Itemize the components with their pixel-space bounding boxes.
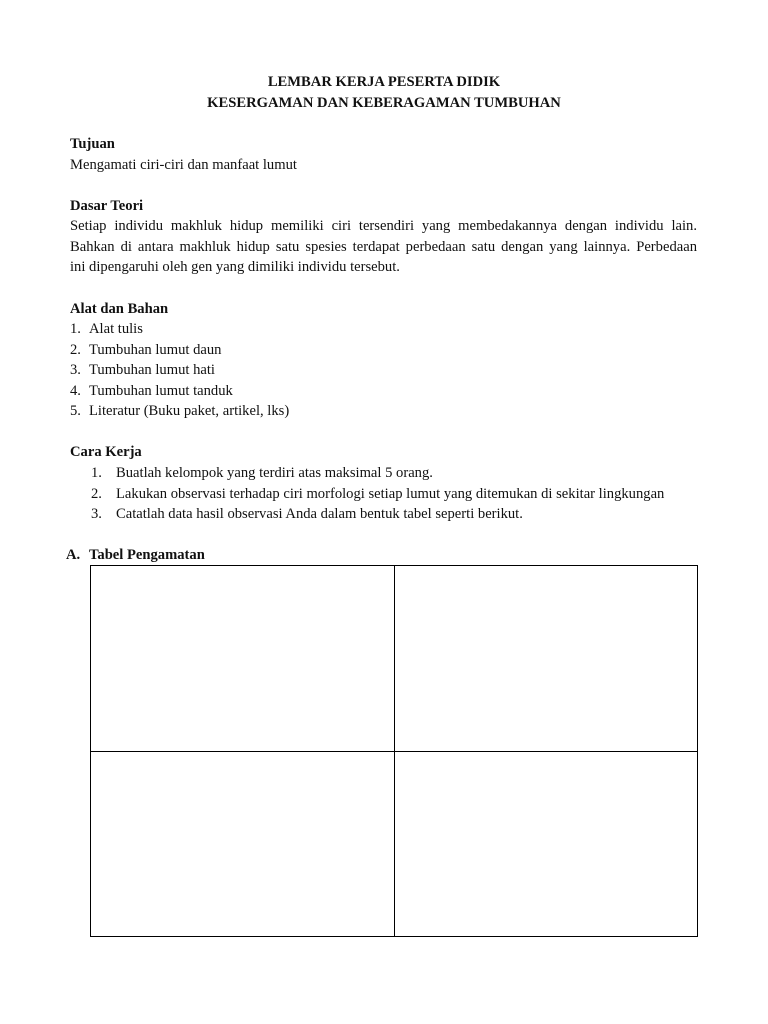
list-item-number: 1. — [91, 465, 102, 481]
list-item-number: 1. — [70, 321, 81, 337]
list-item-text: Tumbuhan lumut tanduk — [89, 382, 233, 399]
table-cell — [91, 751, 395, 937]
list-item — [70, 340, 289, 361]
list-item-text: Tumbuhan lumut daun — [89, 341, 222, 358]
alat-bahan-list — [70, 319, 289, 422]
document-title-line-1: LEMBAR KERJA PESERTA DIDIK — [267, 74, 501, 90]
table-cell — [394, 566, 698, 752]
table-row — [91, 751, 698, 937]
dasar-teori-line: Setiap individu makhluk hidup memiliki ciri tersendiri yang membedakannya dengan individu lain. — [70, 218, 697, 234]
document-title-line-2: KESERGAMAN DAN KEBERAGAMAN TUMBUHAN — [207, 95, 561, 111]
list-item-number: 2. — [91, 485, 102, 502]
cara-kerja-list — [91, 463, 664, 525]
list-item-number: 2. — [70, 341, 81, 358]
list-item — [70, 360, 289, 381]
list-item — [91, 484, 664, 505]
list-item — [91, 504, 664, 525]
dasar-teori-line: ini dipengaruhi oleh gen yang dimiliki individu tersebut. — [70, 259, 400, 275]
tujuan-heading: Tujuan — [70, 136, 115, 152]
list-item — [91, 463, 664, 484]
dasar-teori-heading: Dasar Teori — [70, 198, 144, 214]
list-item-number: 5. — [70, 403, 81, 419]
list-item-text: Buatlah kelompok yang terdiri atas maksimal 5 orang. — [116, 465, 433, 481]
section-title: Tabel Pengamatan — [89, 547, 205, 563]
list-item — [70, 381, 289, 402]
section-letter: A. — [66, 547, 81, 563]
dasar-teori-paragraph — [70, 216, 697, 278]
observation-table — [90, 565, 698, 937]
list-item-number: 3. — [70, 362, 81, 378]
table-cell — [394, 751, 698, 937]
list-item-text: Catatlah data hasil observasi Anda dalam bentuk tabel seperti berikut. — [116, 506, 523, 522]
list-item-text: Tumbuhan lumut hati — [89, 362, 215, 378]
section-a-heading — [66, 545, 205, 566]
list-item-number: 4. — [70, 382, 81, 399]
table-row — [91, 566, 698, 752]
table-cell — [91, 566, 395, 752]
cara-kerja-heading: Cara Kerja — [70, 444, 142, 460]
list-item-text: Lakukan observasi terhadap ciri morfologi setiap lumut yang ditemukan di sekitar lingkungan — [116, 485, 665, 502]
alat-bahan-heading: Alat dan Bahan — [70, 301, 169, 317]
list-item-text: Literatur (Buku paket, artikel, lks) — [89, 403, 290, 419]
tujuan-text: Mengamati ciri-ciri dan manfaat lumut — [70, 157, 297, 173]
list-item — [70, 319, 289, 340]
list-item-number: 3. — [91, 506, 102, 522]
list-item — [70, 401, 289, 422]
list-item-text: Alat tulis — [89, 321, 143, 337]
dasar-teori-line: Bahkan di antara makhluk hidup satu spesies terdapat perbedaan satu dengan yang lainnya. Perbedaan — [70, 238, 697, 255]
